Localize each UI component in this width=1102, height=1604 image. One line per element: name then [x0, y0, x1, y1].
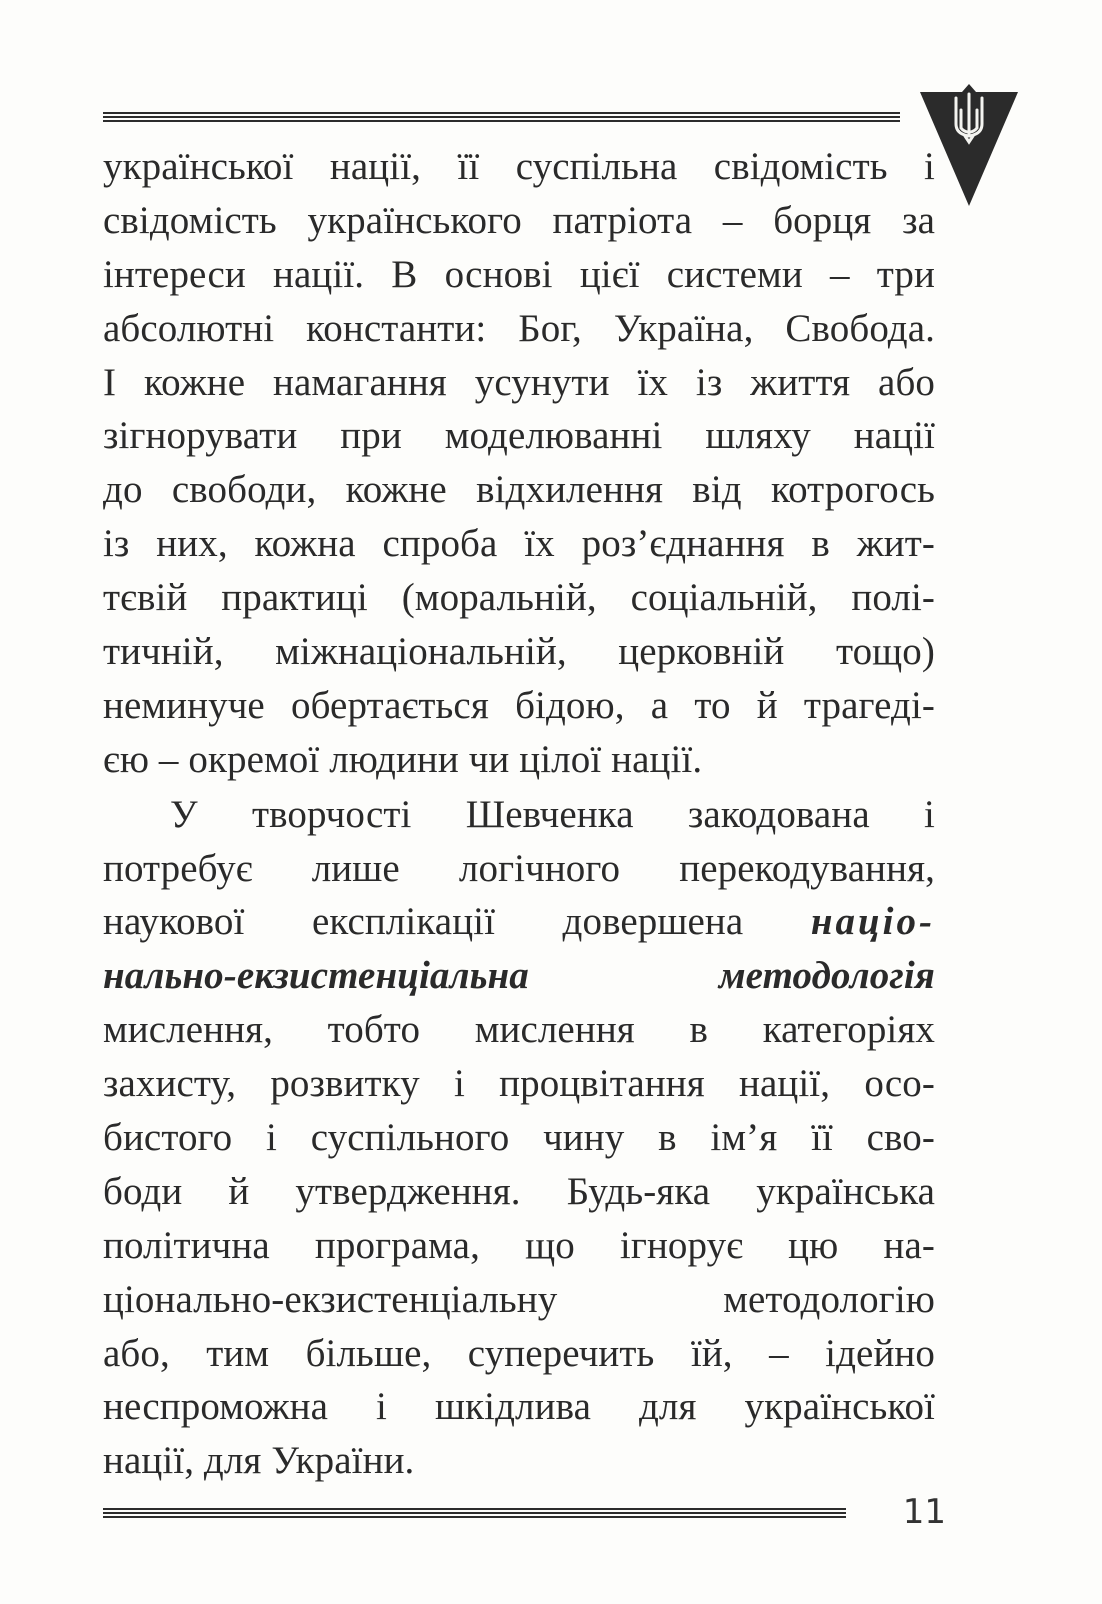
- footer-rule: [103, 1508, 846, 1519]
- text-line: У творчості Шевченка закодована і: [170, 792, 935, 836]
- emphasized-term: методологія: [718, 954, 935, 998]
- page-number: 11: [902, 1492, 946, 1532]
- text-line: із них, кожна спроба їх роз’єднання в жит-: [103, 522, 935, 566]
- text-line: української нації, її суспільна свідомість і: [103, 145, 935, 188]
- text-line: тєвій практиці (моральній, соціальній, полі-: [103, 576, 935, 620]
- text-line: захисту, розвитку і процвітання нації, осо-: [103, 1062, 935, 1106]
- text-line: зігнорувати при моделюванні шляху нації: [103, 414, 935, 458]
- text-line: неминуче обертається бідою, а то й трагеді-: [103, 683, 935, 727]
- text-line: І кожне намагання усунути їх із життя або: [103, 360, 935, 404]
- text-segment: наукової експлікації довершена: [103, 900, 744, 944]
- text-line: до свободи, кожне відхилення від котрогось: [103, 468, 935, 512]
- page-body-text: [103, 140, 935, 1488]
- text-line: інтереси нації. В основі цієї системи – три: [103, 252, 935, 296]
- text-line: свідомість українського патріота – борця за: [103, 198, 935, 242]
- text-line: бистого і суспільного чину в ім’я її сво-: [103, 1116, 935, 1160]
- text-line: боди й утвердження. Будь-яка українська: [103, 1169, 935, 1213]
- text-line: політична програма, що ігнорує цю на-: [103, 1223, 935, 1267]
- text-line: єю – окремої людини чи цілої нації.: [103, 737, 703, 781]
- text-line: мислення, тобто мислення в категоріях: [103, 1008, 935, 1052]
- emphasized-term: націо-: [810, 900, 935, 944]
- text-line: ціонально-екзистенціальну методологію: [103, 1277, 935, 1321]
- text-line: [103, 895, 935, 949]
- text-line: або, тим більше, суперечить їй, – ідейно: [103, 1331, 935, 1375]
- text-line: потребує лише логічного перекодування,: [103, 846, 935, 890]
- header-rule: [103, 112, 900, 123]
- text-line: неспроможна і шкідлива для української: [103, 1385, 935, 1429]
- text-line: [103, 949, 935, 1003]
- paragraph-1: [103, 140, 935, 787]
- paragraph-2: [103, 788, 935, 1489]
- text-line: тичній, міжнаціональній, церковній тощо): [103, 630, 935, 674]
- text-line: нації, для України.: [103, 1439, 415, 1483]
- text-line: абсолютні константи: Бог, Україна, Свобода.: [103, 306, 935, 350]
- emphasized-term: нально-екзистенціальна: [103, 954, 529, 998]
